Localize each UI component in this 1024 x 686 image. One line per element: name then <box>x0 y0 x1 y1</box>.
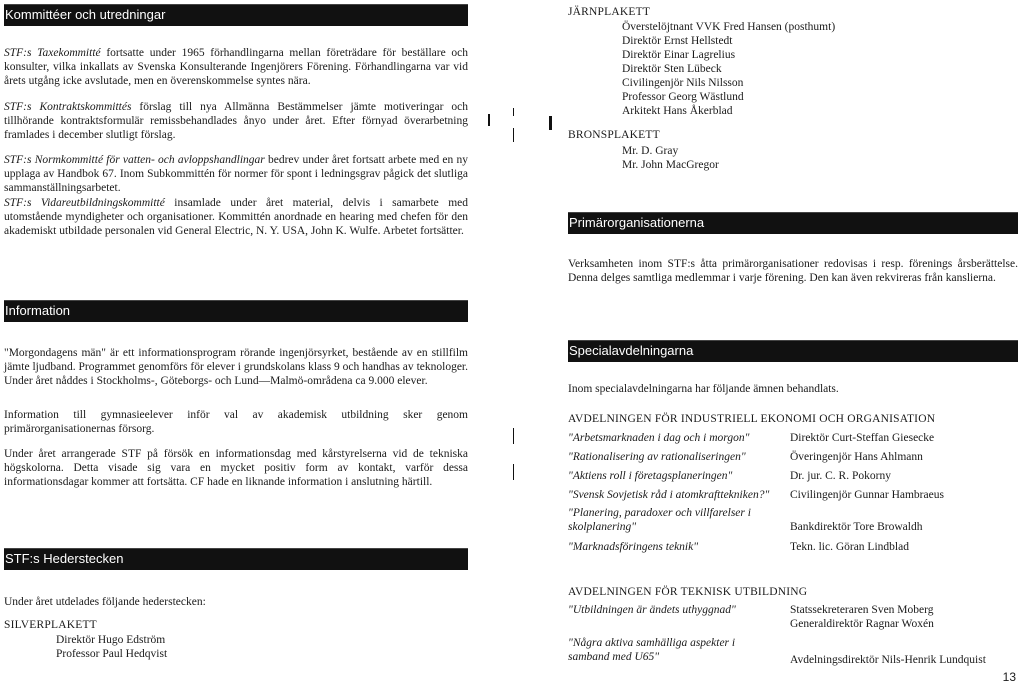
bronsplakett-recipient: Mr. John MacGregor <box>622 159 719 171</box>
jarnplakett-recipient: Direktör Sten Lübeck <box>622 63 722 75</box>
paragraph-taxekommitte: STF:s Taxekommitté fortsatte under 1965 förhandlingarna mellan företrädare för beställare och konsulter, vilka inkallats av Svenska Konsulterande Ingenjörers Förening. Förhandlingarna var vid årets utgång icke avslutade, men en överenskommelse syntes nära. <box>4 47 468 87</box>
topic-title: "Planering, paradoxer och villfarelser i skolplanering" <box>568 507 751 533</box>
margin-mark <box>513 464 514 480</box>
margin-mark <box>513 428 514 444</box>
topic-title: "Rationalisering av rationaliseringen" <box>568 451 746 463</box>
silverplakett-recipient: Professor Paul Hedqvist <box>56 648 168 660</box>
teknisk-title: AVDELNINGEN FÖR TEKNISK UTBILDNING <box>568 586 808 598</box>
topic-title: "Några aktiva samhälliga aspekter i samband med U65" <box>568 637 736 663</box>
heading-hederstecken: STF:s Hederstecken <box>4 548 468 570</box>
topic-speaker: Direktör Curt-Steffan Giesecke <box>790 432 935 444</box>
paragraph-informationsdag: Under året arrangerade STF på försök en informationsdag med kårstyrelserna vid de tekniska högskolorna. Detta visade sig vara en mycket positiv form av kontakt, varför dessa informationsdagar kommer att fortsätta. CF hade en liknande information i anslutning härtill. <box>4 448 468 488</box>
bronsplakett-list <box>568 144 1018 172</box>
topic-speaker: Civilingenjör Gunnar Hambraeus <box>790 489 944 501</box>
paragraph-primarorganisationer: Verksamheten inom STF:s åtta primärorganisationer redovisas i resp. förenings årsberättelse. Denna delges samtliga medlemmar i varje förening. Den kan även rekvireras från kanslierna. <box>568 258 1018 284</box>
silverplakett-list <box>4 633 468 661</box>
heading-primarorganisationerna: Primärorganisationerna <box>568 212 1018 234</box>
industriell-title: AVDELNINGEN FÖR INDUSTRIELL EKONOMI OCH ORGANISATION <box>568 413 936 425</box>
topic-speaker: Överingenjör Hans Ahlmann <box>790 451 923 463</box>
jarnplakett-list <box>568 20 1018 118</box>
margin-mark <box>513 128 514 142</box>
jarnplakett-title: JÄRNPLAKETT <box>568 6 651 18</box>
paragraph-specialavdelningar: Inom specialavdelningarna har följande ämnen behandlats. <box>568 383 839 395</box>
margin-mark <box>513 108 514 116</box>
topic-speaker: Tekn. lic. Göran Lindblad <box>790 541 909 553</box>
paragraph-normkommitte: STF:s Normkommitté för vatten- och avloppshandlingar bedrev under året fortsatt arbete med en ny upplaga av Handbok 67. Inom Subkommittén för normer för spont i ledningsgrav pågick det slutliga sammanställningsarbetet. <box>4 154 468 194</box>
heading-kommitteer: Kommittéer och utredningar <box>4 4 468 26</box>
jarnplakett-recipient: Direktör Einar Lagrelius <box>622 49 736 61</box>
silverplakett-recipient: Direktör Hugo Edström <box>56 634 166 646</box>
topic-title: "Svensk Sovjetisk råd i atomkrafttekniken?" <box>568 489 770 501</box>
paragraph-morgondagens-man: "Morgondagens män" är ett informationsprogram rörande ingenjörsyrket, bestående av en stillfilm jämte ljudband. Programmet genomförs för elever i grundskolans klass 9 och handhas av teknologer. Under året nåddes i Stockholms-, Göteborgs- och Lund—Malmö-områdena ca 9.000 elever. <box>4 347 468 387</box>
jarnplakett-recipient: Direktör Ernst Hellstedt <box>622 35 733 47</box>
bronsplakett-title: BRONSPLAKETT <box>568 129 660 141</box>
topic-speaker: Bankdirektör Tore Browaldh <box>790 521 923 533</box>
topic-title: "Utbildningen är ändets uthyggnad" <box>568 604 736 616</box>
bronsplakett-recipient: Mr. D. Gray <box>622 145 679 157</box>
margin-mark <box>549 116 552 130</box>
topic-title: "Marknadsföringens teknik" <box>568 541 699 553</box>
margin-mark <box>488 114 490 126</box>
topic-title: "Aktiens roll i företagsplaneringen" <box>568 470 733 482</box>
jarnplakett-recipient: Civilingenjör Nils Nilsson <box>622 77 744 89</box>
paragraph-gymnasieelever: Information till gymnasieelever inför val av akademisk utbildning sker genom primärorganisationernas försorg. <box>4 409 468 435</box>
jarnplakett-recipient: Professor Georg Wästlund <box>622 91 744 103</box>
jarnplakett-recipient: Arkitekt Hans Åkerblad <box>622 105 733 117</box>
jarnplakett-recipient: Överstelöjtnant VVK Fred Hansen (posthumt) <box>622 21 836 33</box>
paragraph-kontraktskommitte: STF:s Kontraktskommittés förslag till nya Allmänna Bestämmelser jämte motiveringar och tillhörande kontraktsformulär remissbehandlades ånyo under året. Efter förnyad överarbetning framlades i december slutligt förslag. <box>4 101 468 141</box>
topic-speaker: Dr. jur. C. R. Pokorny <box>790 470 891 482</box>
topic-title: "Arbetsmarknaden i dag och i morgon" <box>568 432 750 444</box>
paragraph-vidareutbildning: STF:s Vidareutbildningskommitté insamlade under året material, delvis i samarbete med utomstående myndigheter och organisationer. Kommittén anordnade en hearing med chefen för den akademiskt utbildade personalen vid General Electric, N. Y. USA, John K. Wulfe. Arbetet fortsätter. <box>4 197 468 237</box>
hederstecken-intro: Under året utdelades följande hederstecken: <box>4 596 206 608</box>
topic-speaker: Avdelningsdirektör Nils-Henrik Lundquist <box>790 654 986 666</box>
silverplakett-title: SILVERPLAKETT <box>4 619 97 631</box>
page-number: 13 <box>1002 670 1016 684</box>
heading-specialavdelningarna: Specialavdelningarna <box>568 340 1018 362</box>
heading-information: Information <box>4 300 468 322</box>
topic-speaker: Statssekreteraren Sven Moberg Generaldirektör Ragnar Woxén <box>790 604 934 630</box>
